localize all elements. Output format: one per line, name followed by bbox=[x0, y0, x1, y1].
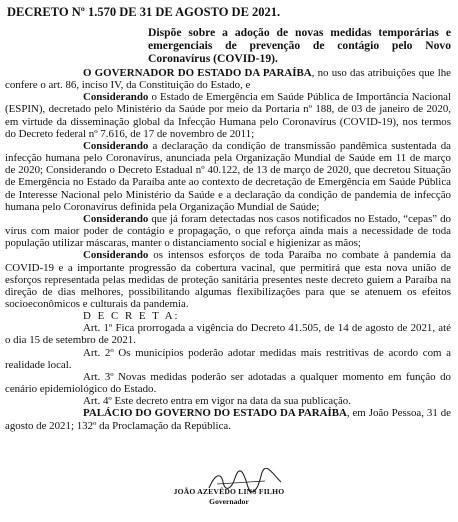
closing-text: , em João Pessoa, 31 de agosto de 2021; 132º da Proclamação da República. bbox=[5, 407, 451, 432]
article-paragraph: Art. 4º Este decreto entra em vigor na data da sua publicação. bbox=[83, 395, 351, 408]
signatory-name: JOÃO AZEVÊDO LINS FILHO bbox=[173, 487, 285, 496]
considerando-label: Considerando bbox=[83, 212, 149, 225]
considerando-paragraph bbox=[5, 140, 451, 213]
article-paragraph: Art. 1º Fica prorrogada a vigência do Decreto 41.505, de 14 de agosto de 2021, até o dia 15 de setembro de 2021. bbox=[5, 322, 451, 347]
considerando-paragraph bbox=[5, 249, 451, 310]
considerando-text: a declaração da condição de transmissão pandêmica sustentada da infecção humana pelo Coronavírus, anunciada pela Organização Mundial de Saúde em 11 de março de 2020; Considerando o Decreto Estadual nº 40.122, de 13 de março de 2020, que decretou Situação de Emergência no Estado da Paraíba ante ao contexto de decretação de Emergência em Saúde Pública de Interesse Nacional pelo Ministério da Saúde e a declaração da condição de pandemia de infecção humana pelo Coronavírus definida pela Organização Mundial de Saúde; bbox=[5, 139, 451, 213]
article-paragraph: Art. 2º Os municípios poderão adotar medidas mais restritivas de acordo com a realidade local. bbox=[5, 346, 451, 371]
considerando-text: o Estado de Emergência em Saúde Pública de Importância Nacional (ESPIN), decretado pelo Ministério da Saúde por meio da Portaria nº 188, de 03 de janeiro de 2020, em virtude da disseminação global da Infecção Humana pelo Coronavírus (COVID-19), nos termos do Decreto federal nº 7.616, de 17 de novembro de 2011; bbox=[5, 91, 451, 140]
considerando-text: que já foram detectadas nos casos notificados no Estado, “cepas” do vírus com maior poder de contágio e propagação, o que reforça ainda mais a necessidade de toda população utilizar máscaras, manter o distanciamento social e higienizar as mãos; bbox=[5, 212, 451, 250]
considerando-text: os intensos esforços de toda Paraíba no combate à pandemia da COVID-19 e a importante progressão da cobertura vacinal, que permitirá que esta nova união de esforços representada pelas medidas de proteção sanitária presentes neste decreto guiem a Paraíba na direção de dias melhores, possibilitando algumas flexibilizações para que se atenuem os efeitos socioeconômicos e culturais da pandemia. bbox=[5, 249, 451, 310]
preamble-bold: O GOVERNADOR DO ESTADO DA PARAÍBA bbox=[83, 67, 312, 79]
signatory-role: Governador bbox=[209, 497, 249, 506]
considerando-label: Considerando bbox=[83, 249, 149, 262]
closing-paragraph bbox=[5, 407, 451, 431]
decree-body bbox=[5, 67, 451, 432]
closing-bold: PALÁCIO DO GOVERNO DO ESTADO DA PARAÍBA bbox=[83, 407, 347, 420]
decreta-heading: D E C R E T A: bbox=[83, 310, 180, 323]
considerando-label: Considerando bbox=[83, 139, 149, 152]
considerando-paragraph bbox=[5, 91, 451, 140]
considerando-paragraph bbox=[5, 213, 451, 249]
article-paragraph: Art. 3º Novas medidas poderão ser adotadas a qualquer momento em função do cenário epidemiológico do Estado. bbox=[5, 370, 451, 396]
considerando-label: Considerando bbox=[83, 91, 149, 104]
preamble-paragraph bbox=[5, 67, 451, 91]
decree-summary: Dispõe sobre a adoção de novas medidas temporárias e emergenciais de prevenção de contágio pelo Novo Coronavírus (COVID-19). bbox=[148, 26, 451, 65]
decree-title: DECRETO Nº 1.570 DE 31 DE AGOSTO DE 2021. bbox=[7, 5, 281, 19]
preamble-text: , no uso das atribuições que lhe confere o art. 86, inciso IV, da Constituição do Estado, e bbox=[5, 67, 452, 92]
